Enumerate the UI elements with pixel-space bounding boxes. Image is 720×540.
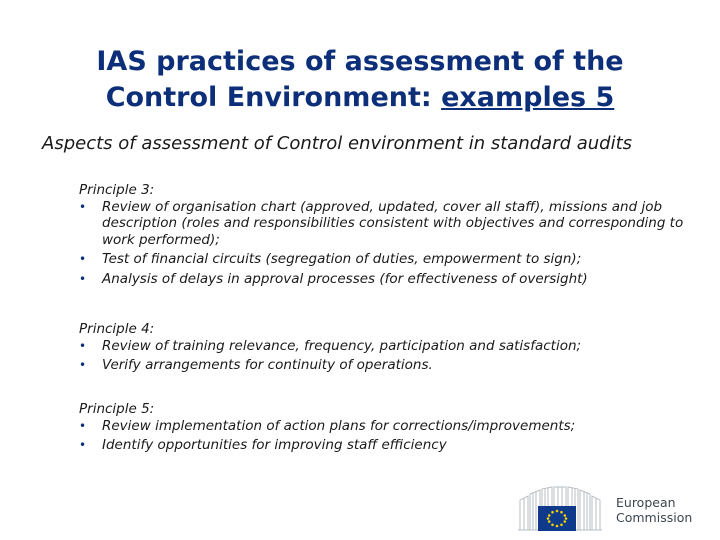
title-line-2-underlined: examples 5 <box>441 82 615 113</box>
logo-text <box>616 495 692 525</box>
principle-5-list <box>79 418 689 454</box>
list-item <box>79 418 689 435</box>
list-item <box>79 199 689 249</box>
list-item-text: Test of financial circuits (segregation of duties, empowerment to sign); <box>102 251 582 267</box>
commission-building-icon <box>518 486 602 532</box>
list-item-text: Identify opportunities for improving staff efficiency <box>102 437 447 453</box>
principle-3-list <box>79 199 689 288</box>
bullet-icon: • <box>79 358 87 372</box>
list-item <box>79 251 689 268</box>
slide-subtitle: Aspects of assessment of Control environment in standard audits <box>42 133 633 154</box>
list-item <box>79 271 689 288</box>
european-commission-logo <box>518 486 698 532</box>
slide-title <box>60 44 660 116</box>
logo-text-line-2: Commission <box>616 510 693 525</box>
bullet-icon: • <box>79 438 87 452</box>
principle-4-section <box>79 321 689 377</box>
title-line-2 <box>60 80 660 116</box>
bullet-icon: • <box>79 199 87 214</box>
bullet-icon: • <box>79 338 87 353</box>
list-item <box>79 437 689 454</box>
list-item-text: Analysis of delays in approval processes (for effectiveness of oversight) <box>102 270 588 287</box>
bullet-icon: • <box>79 418 87 433</box>
title-line-1: IAS practices of assessment of the <box>96 46 624 77</box>
list-item-text: Review of training relevance, frequency, participation and satisfaction; <box>102 337 582 354</box>
principle-5-section <box>79 401 689 457</box>
list-item <box>79 357 689 374</box>
bullet-icon: • <box>79 252 87 266</box>
list-item <box>79 338 689 355</box>
list-item-text: Verify arrangements for continuity of operations. <box>102 357 433 373</box>
principle-3-section <box>79 182 689 290</box>
title-line-2-plain: Control Environment: <box>105 82 442 113</box>
principle-3-heading: Principle 3: <box>79 182 155 198</box>
principle-4-heading: Principle 4: <box>79 321 155 337</box>
logo-text-line-1: European <box>616 495 676 510</box>
principle-5-heading: Principle 5: <box>79 401 155 417</box>
principle-4-list <box>79 338 689 374</box>
list-item-text: Review implementation of action plans for corrections/improvements; <box>102 417 576 434</box>
bullet-icon: • <box>79 271 87 286</box>
list-item-text: Review of organisation chart (approved, updated, cover all staff), missions and job description (roles and responsibilities consistent with objectives and corresponding to work performed); <box>102 198 684 248</box>
